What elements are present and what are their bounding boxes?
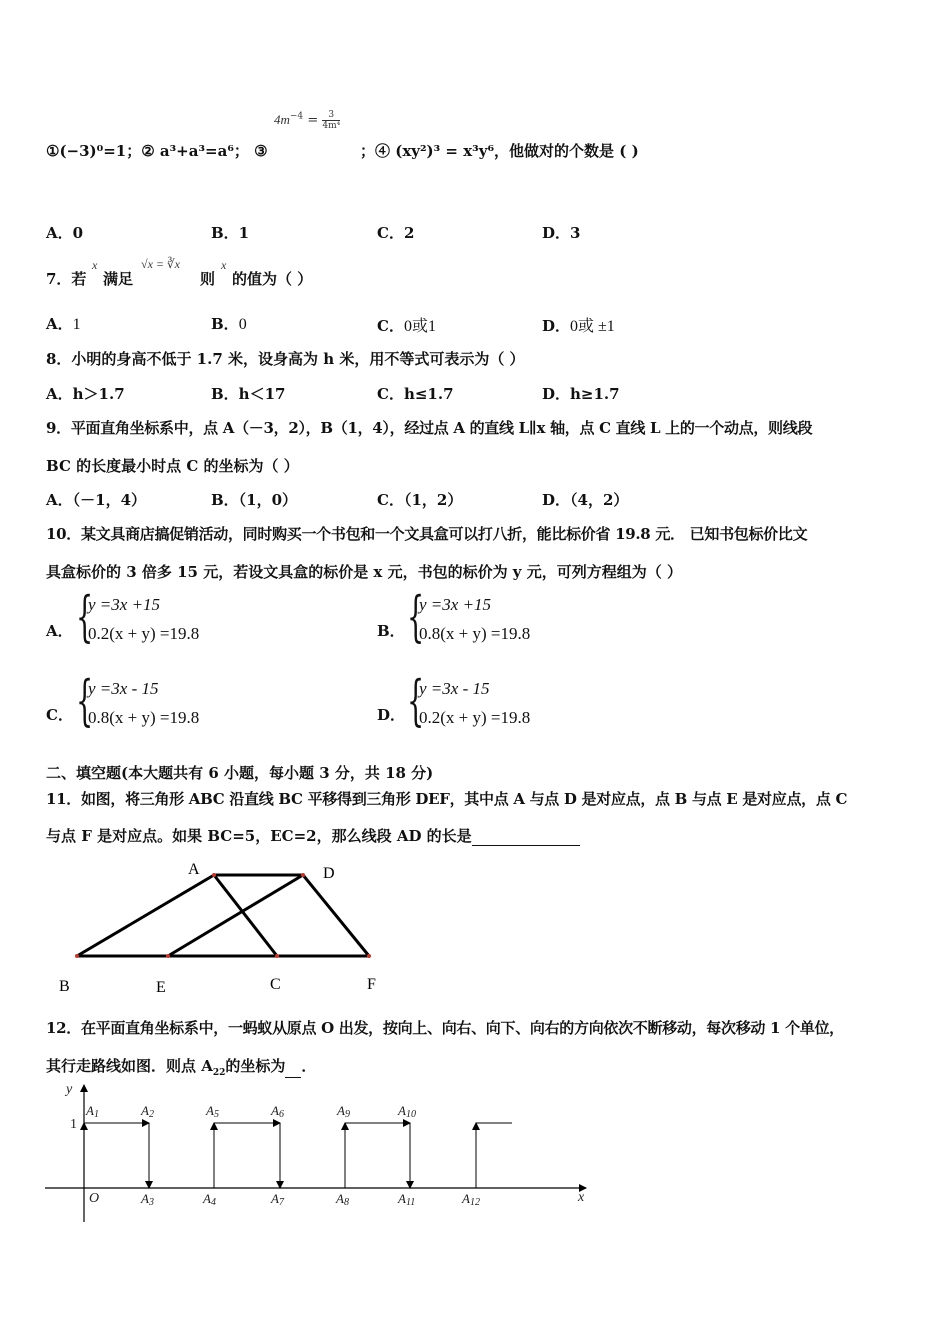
point-a6-label bbox=[270, 1103, 284, 1120]
section2-title: 二、填空题(本大题共有 6 小题，每小题 3 分，共 18 分) bbox=[46, 764, 434, 782]
q9-option-d: D．（4，2） bbox=[542, 491, 629, 509]
q10-option-d-label: D． bbox=[377, 706, 406, 724]
point-a10-label bbox=[397, 1103, 416, 1120]
q10-option-c-label: C． bbox=[46, 706, 73, 724]
point-a5-label bbox=[205, 1103, 219, 1120]
point-a7-name: A bbox=[271, 1191, 279, 1206]
segment-ba bbox=[77, 875, 214, 956]
q6-formula3 bbox=[274, 110, 340, 131]
q12-stem-line2-text: 其行走路线如图．则点 A bbox=[46, 1057, 213, 1075]
point-a4-label bbox=[202, 1191, 216, 1208]
q7-option-a-value: 1 bbox=[72, 316, 81, 333]
q6-stem-a: ①(−3)⁰=1；② a³+a³=a⁶； ③ bbox=[46, 142, 268, 160]
point-a10-name: A bbox=[398, 1103, 406, 1118]
point-a12-label bbox=[461, 1191, 480, 1208]
label-c: C bbox=[270, 976, 281, 993]
q7-option-d-letter: D． bbox=[542, 317, 571, 335]
point-a1-name: A bbox=[86, 1103, 94, 1118]
q10-stem-line1: 10．某文具商店搞促销活动，同时购买一个书包和一个文具盒可以打八折，能比标价省 19.8 元． 已知书包标价比文 bbox=[46, 525, 808, 543]
q10-option-c-eq2: 0.8(x + y) =19.8 bbox=[88, 708, 200, 727]
q11-figure bbox=[50, 855, 390, 1000]
point-a12-sub: 12 bbox=[469, 1197, 480, 1208]
q9-stem-line2: BC 的长度最小时点 C 的坐标为（ ） bbox=[46, 457, 299, 475]
q7-option-c-value: 0或1 bbox=[403, 318, 436, 335]
q6-formula3-lhs: 4m bbox=[274, 112, 290, 127]
point-a4-name: A bbox=[203, 1191, 211, 1206]
q7-option-c-letter: C． bbox=[377, 317, 404, 335]
point-a10-sub: 10 bbox=[405, 1109, 416, 1120]
q8-option-b: B．h＜17 bbox=[211, 385, 286, 403]
origin-label: O bbox=[89, 1191, 100, 1206]
q7-option-d bbox=[542, 313, 615, 336]
q7-option-b-value: 0 bbox=[238, 316, 247, 333]
q10-option-b-label: B． bbox=[377, 622, 405, 640]
axis-y-label: y bbox=[66, 1082, 73, 1097]
q10-option-d-eq2: 0.2(x + y) =19.8 bbox=[419, 708, 531, 727]
q10-option-d-brace: { bbox=[407, 669, 425, 732]
q10-option-d-system bbox=[419, 674, 530, 732]
segment-ed bbox=[168, 875, 303, 956]
point-a11-name: A bbox=[398, 1191, 406, 1206]
q6-option-d: D．3 bbox=[542, 224, 581, 242]
point-a9-sub: 9 bbox=[344, 1109, 350, 1120]
q10-option-c-system bbox=[88, 674, 199, 732]
q10-option-a-label: A． bbox=[46, 622, 73, 640]
q6-formula3-frac bbox=[322, 110, 340, 131]
q8-option-a: A．h＞1.7 bbox=[46, 385, 125, 403]
point-a2-name: A bbox=[141, 1103, 149, 1118]
point-a5-name: A bbox=[206, 1103, 214, 1118]
point-a-dot bbox=[212, 873, 216, 877]
q10-option-a-eq2: 0.2(x + y) =19.8 bbox=[88, 624, 200, 643]
point-a9-label bbox=[336, 1103, 350, 1120]
q6-formula3-num: 3 bbox=[322, 110, 340, 121]
q7-condition: √x = ∛x bbox=[141, 257, 180, 271]
point-a2-label bbox=[140, 1103, 154, 1120]
point-a12-name: A bbox=[462, 1191, 470, 1206]
q7-option-b bbox=[211, 313, 247, 334]
point-a6-sub: 6 bbox=[278, 1109, 284, 1120]
point-a4-sub: 4 bbox=[210, 1197, 216, 1208]
point-a7-label bbox=[270, 1191, 285, 1208]
q8-option-d: D．h≥1.7 bbox=[542, 385, 620, 403]
q11-stem-line2-text: 与点 F 是对应点。如果 BC=5，EC=2，那么线段 AD 的长是 bbox=[46, 827, 472, 845]
q9-option-c: C．（1，2） bbox=[377, 491, 463, 509]
point-d-dot bbox=[301, 873, 305, 877]
point-b-dot bbox=[75, 954, 79, 958]
q11-answer-blank[interactable] bbox=[472, 831, 580, 846]
point-f-dot bbox=[367, 954, 371, 958]
q10-stem-line2: 具盒标价的 3 倍多 15 元，若设文具盒的标价是 x 元，书包的标价为 y 元，可列方程组为（ ） bbox=[46, 563, 682, 581]
q7-var-x-2: x bbox=[221, 258, 227, 272]
point-a8-sub: 8 bbox=[343, 1197, 349, 1208]
q6-formula3-exp: −4 bbox=[289, 111, 304, 122]
q7-option-d-value: 0或 ±1 bbox=[570, 318, 615, 335]
q7-option-b-letter: B． bbox=[211, 315, 239, 333]
q12-stem-line2-end: 的坐标为 bbox=[225, 1057, 286, 1075]
axis-x-label: x bbox=[578, 1190, 585, 1205]
point-a3-name: A bbox=[141, 1191, 149, 1206]
point-a8-label bbox=[335, 1191, 349, 1208]
q10-option-a-system bbox=[88, 590, 199, 648]
q8-option-c: C．h≤1.7 bbox=[377, 385, 454, 403]
q10-option-b-system bbox=[419, 590, 530, 648]
label-b: B bbox=[59, 978, 70, 995]
q7-prefix: 7．若 bbox=[46, 270, 87, 288]
q10-option-c-brace: { bbox=[76, 669, 94, 732]
point-e-dot bbox=[166, 954, 170, 958]
q12-figure bbox=[40, 1075, 600, 1225]
point-a11-label bbox=[397, 1191, 415, 1208]
label-e: E bbox=[156, 979, 166, 996]
q12-stem-sub: 22 bbox=[212, 1068, 226, 1078]
point-a11-sub: 11 bbox=[405, 1197, 416, 1208]
tick-one-label: 1 bbox=[70, 1117, 77, 1132]
q10-option-a-eq1: y =3x +15 bbox=[88, 595, 161, 614]
q6-option-a: A．0 bbox=[46, 224, 84, 242]
q7-mid: 满足 bbox=[103, 270, 134, 288]
q7-suffix: 的值为（ ） bbox=[232, 270, 313, 288]
q10-option-b-eq2: 0.8(x + y) =19.8 bbox=[419, 624, 531, 643]
segment-ac bbox=[214, 875, 277, 956]
point-a1-label bbox=[85, 1103, 99, 1120]
q7-option-a-letter: A． bbox=[46, 315, 73, 333]
q6-option-b: B．1 bbox=[211, 224, 250, 242]
q7-option-c bbox=[377, 313, 436, 336]
q9-option-b: B．（1，0） bbox=[211, 491, 298, 509]
q11-stem-line1: 11．如图，将三角形 ABC 沿直线 BC 平移得到三角形 DEF，其中点 A 与点 D 是对应点，点 B 与点 E 是对应点，点 C bbox=[46, 790, 848, 808]
point-a5-sub: 5 bbox=[213, 1109, 219, 1120]
q11-stem-line2 bbox=[46, 825, 580, 846]
point-a6-name: A bbox=[271, 1103, 279, 1118]
point-a2-sub: 2 bbox=[148, 1109, 154, 1120]
q7-mid2: 则 bbox=[200, 270, 216, 288]
label-d: D bbox=[323, 865, 335, 882]
q7-var-x: x bbox=[92, 258, 98, 272]
q7-option-a bbox=[46, 313, 81, 334]
q6-option-c: C．2 bbox=[377, 224, 415, 242]
q12-stem-line1: 12．在平面直角坐标系中，一蚂蚁从原点 O 出发，按向上、向右、向下、向右的方向依次不断移动，每次移动 1 个单位， bbox=[46, 1019, 844, 1037]
q10-option-b-eq1: y =3x +15 bbox=[419, 595, 492, 614]
q10-option-a-brace: { bbox=[76, 585, 94, 648]
q9-option-a: A．（－1，4） bbox=[46, 491, 147, 509]
q6-stem-b: ；④ (xy²)³ = x³y⁶，他做对的个数是 ( ) bbox=[360, 142, 639, 160]
point-a7-sub: 7 bbox=[278, 1197, 284, 1208]
point-c-dot bbox=[275, 954, 279, 958]
point-a1-sub: 1 bbox=[93, 1109, 99, 1120]
point-a3-sub: 3 bbox=[148, 1197, 154, 1208]
q9-stem-line1: 9．平面直角坐标系中，点 A（－3，2），B（1，4），经过点 A 的直线 L∥x 轴，点 C 直线 L 上的一个动点，则线段 bbox=[46, 419, 813, 437]
segment-df bbox=[303, 875, 369, 956]
q12-stem-period: ． bbox=[301, 1057, 317, 1075]
label-a: A bbox=[188, 861, 200, 878]
point-a3-label bbox=[140, 1191, 154, 1208]
q6-formula3-eq: = bbox=[307, 113, 319, 128]
q8-stem: 8．小明的身高不低于 1.7 米，设身高为 h 米，用不等式可表示为（ ） bbox=[46, 350, 525, 368]
q6-formula3-den: 4m⁴ bbox=[322, 121, 341, 131]
point-a9-name: A bbox=[337, 1103, 345, 1118]
label-f: F bbox=[367, 976, 376, 993]
q10-option-b-brace: { bbox=[407, 585, 425, 648]
q10-option-d-eq1: y =3x - 15 bbox=[419, 679, 490, 698]
q10-option-c-eq1: y =3x - 15 bbox=[88, 679, 159, 698]
point-a8-name: A bbox=[336, 1191, 344, 1206]
